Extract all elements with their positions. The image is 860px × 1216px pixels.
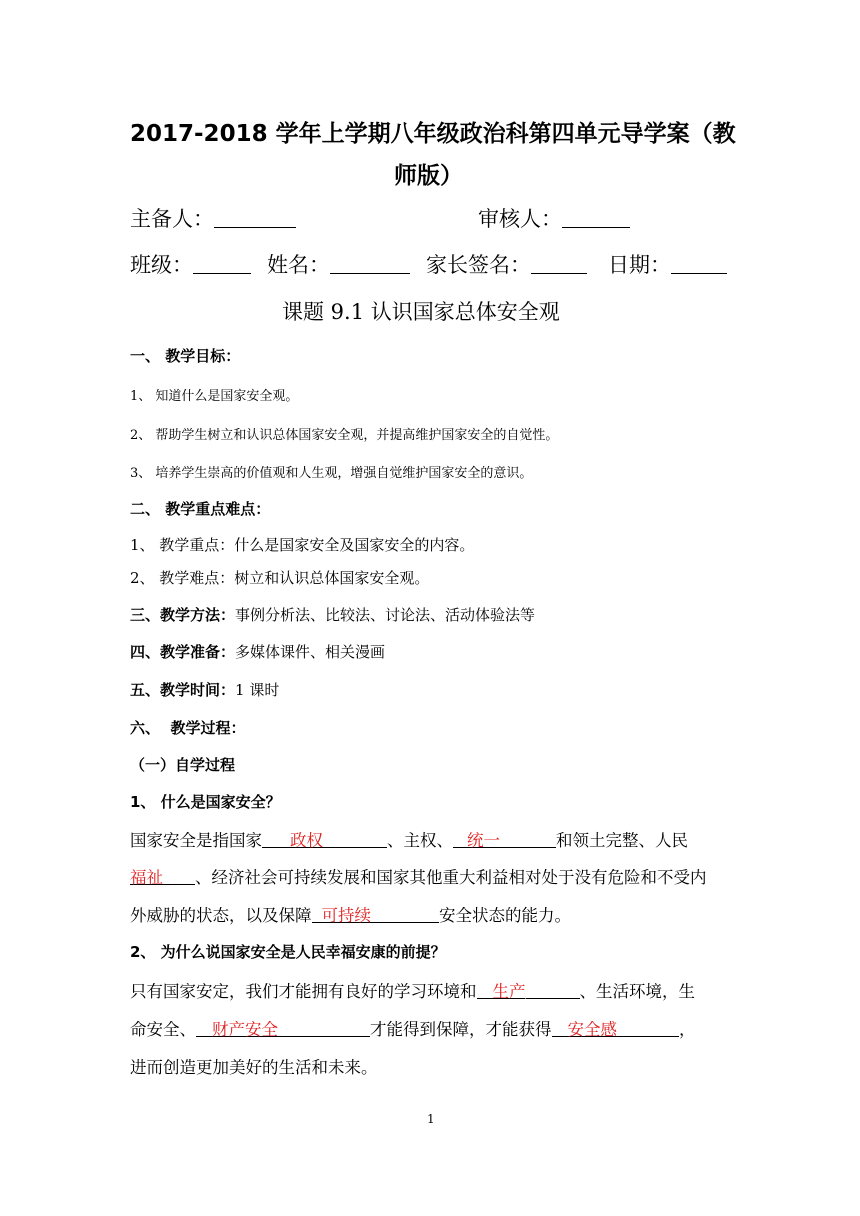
fill-blank (312, 906, 322, 924)
preparer-field (130, 203, 296, 233)
time-line (130, 679, 279, 700)
answer2-text: 只有国家安定，我们才能拥有良好的学习环境和 (130, 982, 477, 1001)
goal-item: 1、 知道什么是国家安全观。 (130, 389, 299, 404)
fill-blank (196, 1020, 212, 1038)
fill-blank (262, 831, 290, 849)
self-study-heading: （一）自学过程 (130, 756, 236, 774)
fill-blank (278, 1020, 370, 1038)
answer2-line2 (130, 1016, 696, 1040)
goal-item: 3、 培养学生崇高的价值观和人生观，增强自觉维护国家安全的意识。 (130, 466, 533, 481)
document-title-line2: 师版） (394, 163, 463, 189)
answer-blank-welfare: 福祉 (130, 868, 163, 887)
goals-heading: 一、 教学目标： (130, 347, 241, 365)
prep-text: 多媒体课件、相关漫画 (235, 643, 386, 661)
answer1-line3 (130, 902, 571, 926)
key-point-item: 1、 教学重点：什么是国家安全及国家安全的内容。 (130, 536, 475, 554)
date-label: 日期： (608, 253, 671, 277)
fill-blank (323, 831, 387, 849)
answer-blank-property-safety: 财产安全 (212, 1020, 278, 1039)
class-field (130, 249, 251, 279)
fill-blank (477, 982, 493, 1000)
fill-blank (371, 906, 439, 924)
answer2-text: 、生活环境，生 (579, 982, 695, 1001)
date-blank (671, 252, 727, 274)
fill-blank (163, 868, 195, 886)
name-blank (330, 252, 410, 274)
answer-blank-production: 生产 (492, 982, 526, 1001)
fill-blank (526, 982, 580, 1000)
answer-blank-sustainable: 可持续 (321, 906, 371, 925)
prep-line (130, 641, 385, 662)
answer1-line1 (130, 827, 688, 851)
date-field (608, 249, 727, 279)
reviewer-field (478, 203, 630, 233)
question-2: 2、 为什么说国家安全是人民幸福安康的前提？ (130, 943, 446, 961)
answer1-text: 和领土完整、人民 (556, 831, 688, 850)
page-number: 1 (427, 1112, 435, 1126)
parent-sign-label: 家长签名： (426, 253, 531, 277)
question-1: 1、 什么是国家安全？ (130, 793, 281, 811)
parent-sign-blank (531, 252, 587, 274)
time-label: 五、教学时间： (130, 681, 236, 699)
method-text: 事例分析法、比较法、讨论法、活动体验法等 (235, 606, 536, 624)
answer1-text: 、经济社会可持续发展和国家其他重大利益相对处于没有危险和不受内 (195, 868, 707, 887)
class-blank (193, 252, 251, 274)
answer-blank-regime: 政权 (290, 831, 323, 850)
answer1-text: 安全状态的能力。 (439, 906, 571, 925)
prep-label: 四、教学准备： (130, 643, 236, 661)
answer2-text: ， (679, 1020, 696, 1039)
fill-blank (617, 1020, 679, 1038)
answer1-text: 外威胁的状态，以及保障 (130, 906, 312, 925)
fill-blank (500, 831, 556, 849)
time-text: 1 课时 (235, 681, 280, 699)
lesson-title: 课题 9.1 认识国家总体安全观 (282, 300, 560, 324)
reviewer-label: 审核人： (478, 207, 562, 231)
class-label: 班级： (130, 253, 193, 277)
answer1-text: 国家安全是指国家 (130, 831, 262, 850)
preparer-label: 主备人： (130, 207, 214, 231)
fill-blank (453, 831, 467, 849)
key-point-item: 2、 教学难点：树立和认识总体国家安全观。 (130, 569, 430, 587)
key-points-heading: 二、 教学重点难点： (130, 500, 271, 518)
answer-blank-security-sense: 安全感 (567, 1020, 617, 1039)
name-label: 姓名： (267, 253, 330, 277)
fill-blank (552, 1020, 568, 1038)
preparer-blank (214, 206, 296, 228)
method-line (130, 604, 535, 625)
parent-sign-field (426, 249, 587, 279)
answer2-line3: 进而创造更加美好的生活和未来。 (130, 1058, 378, 1077)
answer2-text: 才能得到保障，才能获得 (370, 1020, 552, 1039)
answer1-text: 、主权、 (387, 831, 453, 850)
process-heading: 六、 教学过程： (130, 719, 246, 737)
goal-item: 2、 帮助学生树立和认识总体国家安全观，并提高维护国家安全的自觉性。 (130, 428, 559, 443)
name-field (267, 249, 410, 279)
answer1-line2 (130, 864, 707, 888)
answer-blank-unity: 统一 (467, 831, 500, 850)
reviewer-blank (562, 206, 630, 228)
answer2-line1 (130, 978, 695, 1002)
method-label: 三、教学方法： (130, 606, 236, 624)
answer2-text: 命安全、 (130, 1020, 196, 1039)
document-title-line1: 2017-2018 学年上学期八年级政治科第四单元导学案（教 (130, 121, 736, 147)
